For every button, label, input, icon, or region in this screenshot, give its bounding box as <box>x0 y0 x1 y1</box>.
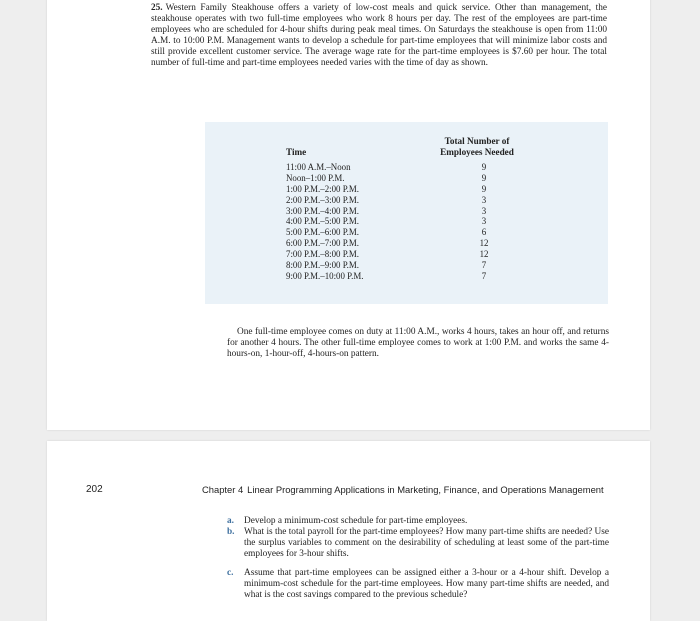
row-time: 11:00 A.M.–Noon <box>286 162 351 172</box>
question-label: b. <box>227 527 235 537</box>
row-value: 3 <box>481 205 487 216</box>
row-value: 3 <box>481 194 487 205</box>
table-row <box>286 249 536 260</box>
table-row <box>286 227 536 238</box>
staffing-table <box>205 122 608 304</box>
table-row <box>286 184 536 195</box>
row-time: 9:00 P.M.–10:00 P.M. <box>286 270 364 281</box>
question-b <box>227 527 609 560</box>
table-header-total: Total Number of Employees Needed <box>440 136 514 157</box>
fulltime-paragraph: One full-time employee comes on duty at 11:00 A.M., works 4 hours, takes an hour off, and returns for another 4 hours. The other full-time employee comes to work at 1:00 P.M. and works the same 4-hours-on, 1-hour-off, 4-hours-on pattern. <box>227 327 609 360</box>
page-number: 202 <box>86 484 103 495</box>
chapter-label: Chapter 4 <box>202 484 244 495</box>
row-time: 2:00 P.M.–3:00 P.M. <box>286 194 359 205</box>
question-label: c. <box>227 568 234 578</box>
row-value: 12 <box>479 238 489 249</box>
chapter-header <box>202 484 604 495</box>
table-header-time: Time <box>286 147 307 157</box>
row-time: 7:00 P.M.–8:00 P.M. <box>286 249 359 260</box>
row-time: 3:00 P.M.–4:00 P.M. <box>286 205 359 216</box>
row-time: Noon–1:00 P.M. <box>286 172 345 183</box>
row-value: 7 <box>481 270 487 281</box>
table-row <box>286 162 536 173</box>
table-row <box>286 260 536 271</box>
table-row <box>286 206 536 217</box>
question-label: a. <box>227 516 234 526</box>
problem-number: 25. <box>151 3 163 13</box>
row-value: 12 <box>479 249 489 260</box>
row-time: 1:00 P.M.–2:00 P.M. <box>286 183 359 194</box>
table-row <box>286 195 536 206</box>
row-time: 8:00 P.M.–9:00 P.M. <box>286 260 359 271</box>
table-row <box>286 173 536 184</box>
row-value: 9 <box>481 183 487 194</box>
table-row <box>286 238 536 249</box>
row-value: 7 <box>481 260 487 271</box>
row-value: 6 <box>481 227 487 238</box>
row-time: 6:00 P.M.–7:00 P.M. <box>286 238 359 249</box>
question-text: What is the total payroll for the part-time employees? How many part-time shifts are needed? Use the surplus variables to comment on the desirability of scheduling at least some of the part-time employees for 3-hour shifts. <box>244 527 609 560</box>
question-a <box>227 516 609 527</box>
question-text: Develop a minimum-cost schedule for part-time employees. <box>244 516 468 526</box>
table-row <box>286 216 536 227</box>
row-value: 9 <box>481 172 487 183</box>
chapter-title: Linear Programming Applications in Marketing, Finance, and Operations Management <box>247 484 604 495</box>
row-time: 4:00 P.M.–5:00 P.M. <box>286 216 359 227</box>
table-row <box>286 271 536 282</box>
question-text: Assume that part-time employees can be assigned either a 3-hour or a 4-hour shift. Develop a minimum-cost schedule for the part-time employees. How many part-time shifts are needed, and what is the cost savings compared to the previous schedule? <box>244 568 609 601</box>
row-time: 5:00 P.M.–6:00 P.M. <box>286 227 359 238</box>
row-value: 3 <box>481 216 487 227</box>
problem-paragraph <box>151 3 607 69</box>
row-value: 9 <box>481 162 487 172</box>
question-c <box>227 568 609 601</box>
problem-text: Western Family Steakhouse offers a variety of low-cost meals and quick service. Other than management, the steakhouse operates with two full-time employees who work 8 hours per day. The rest of the employees are part-time employees who are scheduled for 4-hour shifts during peak meal times. On Saturdays the steakhouse is open from 11:00 A.M. to 10:00 P.M. Management wants to develop a schedule for part-time employees that will minimize labor costs and still provide excellent customer service. The average wage rate for the part-time employees is $7.60 per hour. The total number of full-time and part-time employees needed varies with the time of day as shown. <box>151 3 607 69</box>
